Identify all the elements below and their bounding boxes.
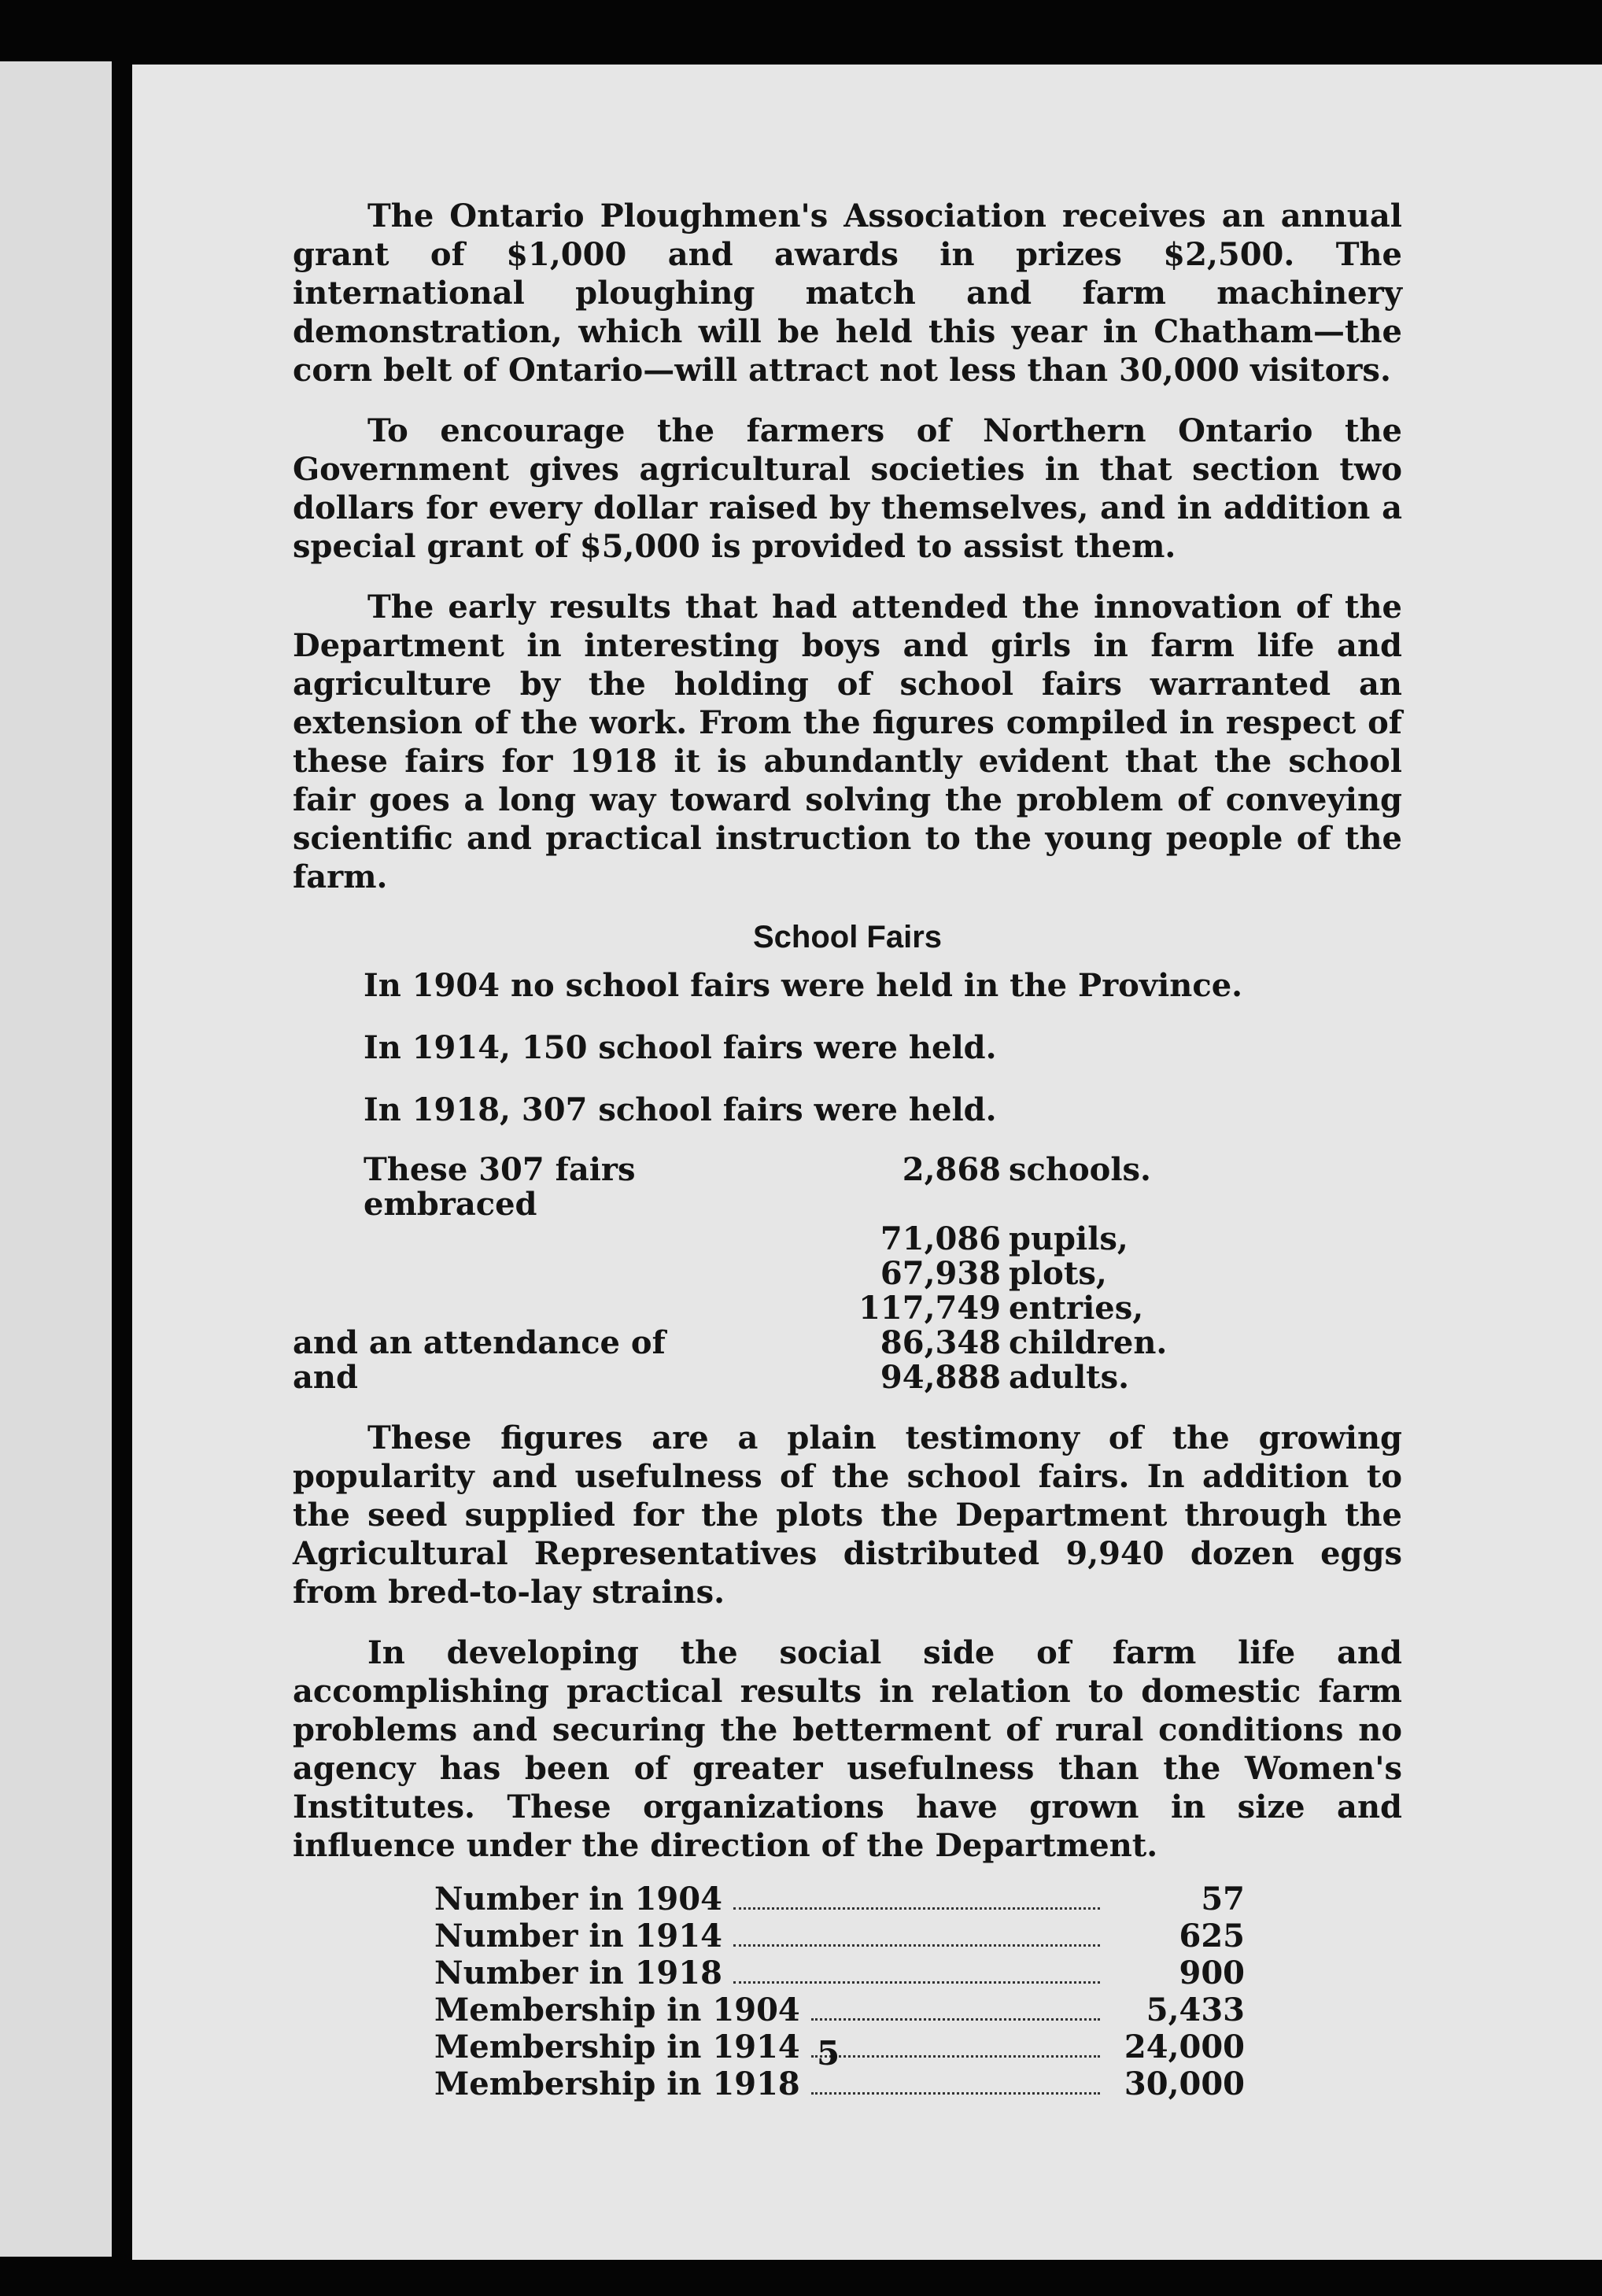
table-row	[434, 1955, 1245, 1991]
school-fairs-heading: School Fairs	[752, 920, 943, 954]
row-label: Membership in 1918	[434, 2065, 800, 2102]
stat-value: 94,888	[880, 1359, 1001, 1396]
stat-label: These 307 fairs embraced	[364, 1151, 636, 1223]
row-label: Number in 1904	[434, 1881, 722, 1918]
fair-statistics	[293, 1153, 1402, 1395]
row-label: Number in 1918	[434, 1955, 722, 1991]
stat-unit: plots,	[1009, 1255, 1107, 1292]
row-value: 30,000	[1124, 2065, 1245, 2102]
paragraph-northern-ontario: To encourage the farmers of Northern Ontario the Government gives agricultural societies in that section two dollars for every dollar raised by themselves, and in addition a special grant of $5,000 is provided to assist them.	[293, 412, 1402, 565]
stat-unit: adults.	[1009, 1359, 1130, 1396]
stat-label	[293, 1291, 812, 1326]
stat-unit: entries,	[1009, 1290, 1144, 1327]
row-value: 900	[1179, 1955, 1245, 1991]
stat-label: and an attendance of	[293, 1324, 666, 1361]
stat-value: 86,348	[880, 1324, 1001, 1361]
stat-label	[293, 1257, 812, 1291]
row-value: 24,000	[1124, 2028, 1245, 2065]
row-label: Membership in 1904	[434, 1991, 800, 2028]
page-body	[293, 197, 1402, 2102]
row-label: Number in 1914	[434, 1918, 722, 1955]
stat-unit: children.	[1009, 1324, 1168, 1361]
fair-line-1904: In 1904 no school fairs were held in the Province.	[364, 967, 1243, 1004]
page-number: 5	[817, 2034, 840, 2073]
row-value: 57	[1201, 1881, 1245, 1918]
fair-line-1914: In 1914, 150 school fairs were held.	[364, 1029, 997, 1066]
stat-value: 71,086	[880, 1220, 1001, 1257]
row-value: 5,433	[1146, 1991, 1245, 2028]
dot-leader	[733, 1898, 1100, 1910]
dot-leader	[811, 2083, 1100, 2095]
dot-leader	[811, 2046, 1100, 2058]
row-value: 625	[1179, 1918, 1245, 1955]
stat-value: 117,749	[858, 1290, 1001, 1327]
table-row	[434, 1918, 1245, 1955]
previous-page-edge	[0, 61, 112, 2257]
table-row	[434, 1881, 1245, 1918]
paragraph-womens-institutes: In developing the social side of farm life and accomplishing practical results in relation to domestic farm problems and securing the betterment of rural conditions no agency has been of greater usefulness than the Women's Institutes. These organizations have grown in size and influence under the direction of the Department.	[293, 1634, 1402, 1864]
paragraph-ploughmen: The Ontario Ploughmen's Association receives an annual grant of $1,000 and awards in prizes $2,500. The international ploughing match and farm machinery demonstration, which will be held this year in Chatham—the corn belt of Ontario—will attract not less than 30,000 visitors.	[293, 197, 1402, 389]
stat-value: 67,938	[880, 1255, 1001, 1292]
stat-value: 2,868	[902, 1151, 1001, 1188]
paragraph-school-fairs-intro: The early results that had attended the innovation of the Department in interesting boys and girls in farm life and agriculture by the holding of school fairs warranted an extension of the work. From the figures compiled in respect of these fairs for 1918 it is abundantly evident that the school fair goes a long way toward solving the problem of conveying scientific and practical instruction to the young people of the farm.	[293, 589, 1402, 895]
dot-leader	[811, 2009, 1100, 2021]
dot-leader	[733, 1972, 1100, 1984]
paragraph-figures-testimony: These figures are a plain testimony of the growing popularity and usefulness of the school fairs. In addition to the seed supplied for the plots the Department through the Agricultural Representatives distributed 9,940 dozen eggs from bred-to-lay strains.	[293, 1419, 1402, 1611]
row-label: Membership in 1914	[434, 2028, 800, 2065]
table-row	[434, 1991, 1245, 2028]
stat-unit: schools.	[1009, 1151, 1151, 1188]
stat-unit: pupils,	[1009, 1220, 1128, 1257]
dot-leader	[733, 1935, 1100, 1947]
fair-line-1918: In 1918, 307 school fairs were held.	[364, 1091, 997, 1128]
stat-label: and	[293, 1359, 358, 1396]
stat-label	[293, 1222, 812, 1257]
